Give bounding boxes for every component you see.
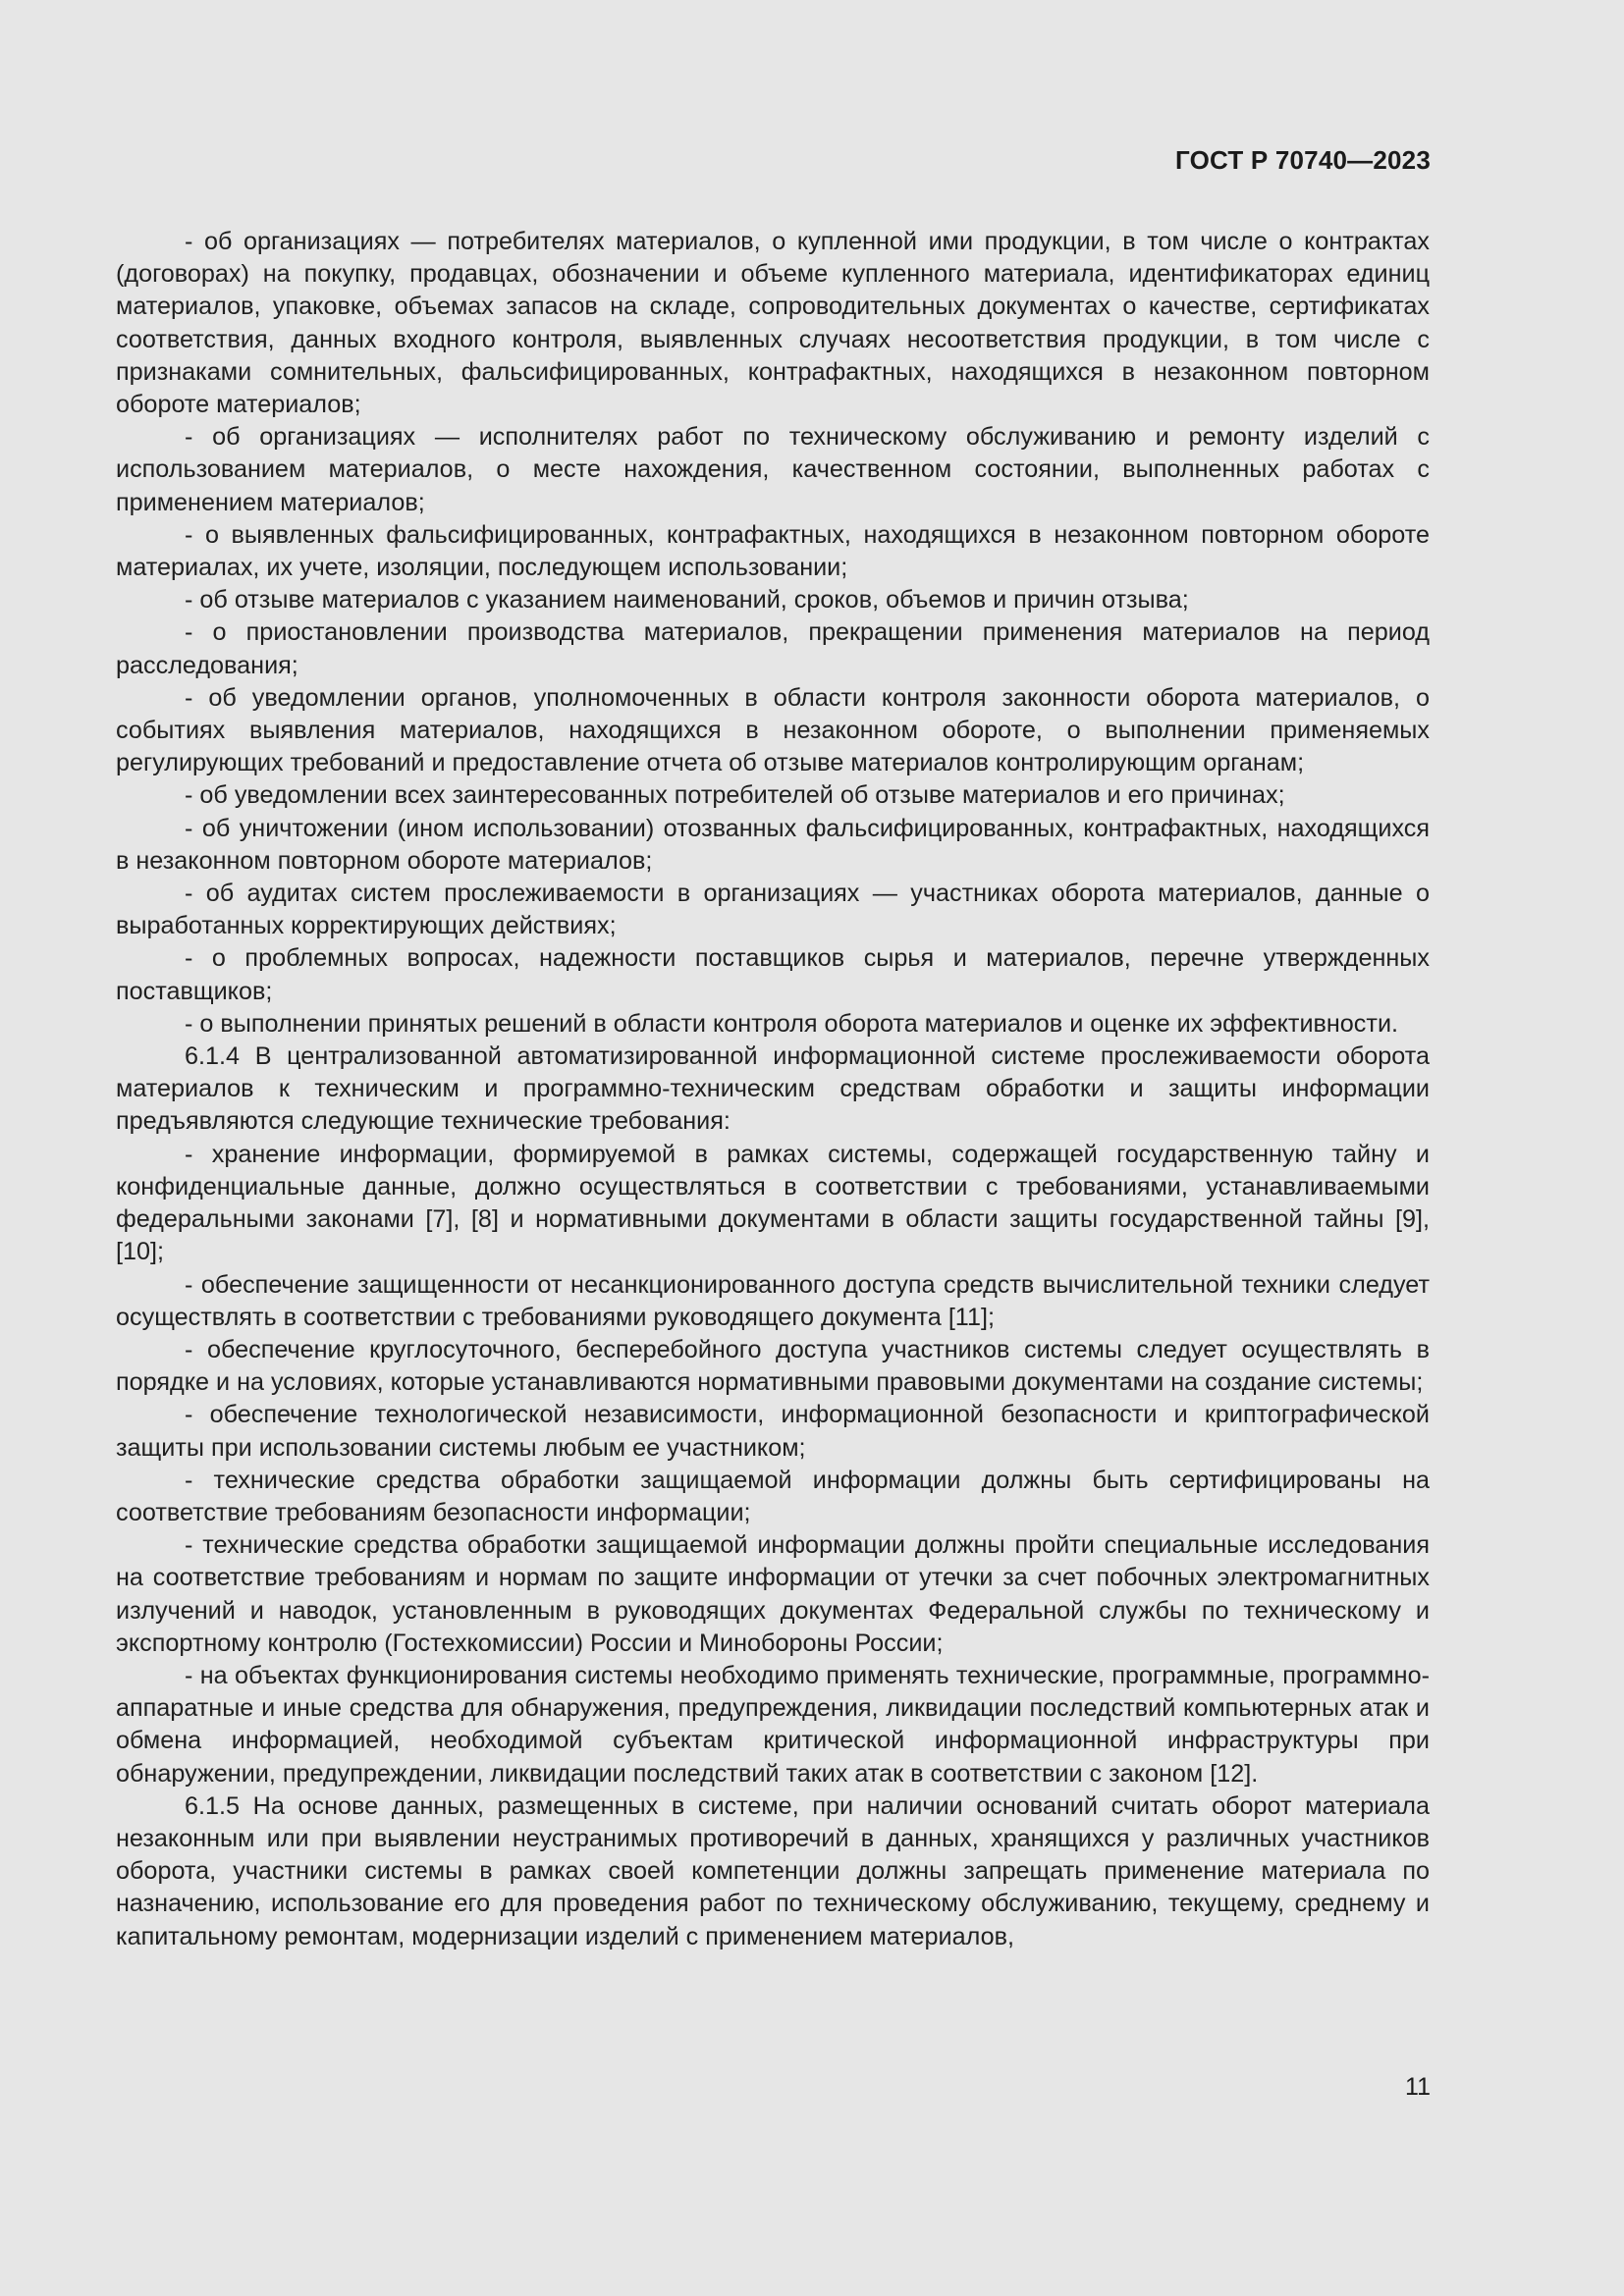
body-text (116, 226, 1430, 1953)
standard-designation: ГОСТ Р 70740—2023 (1175, 145, 1431, 175)
paragraph-certification: - технические средства обработки защищаемой информации должны быть сертифицированы на соответствие требованиям безопасности информации; (116, 1466, 1430, 1526)
paragraph-production-suspension: - о приостановлении производства материалов, прекращении применения материалов на период расследования; (116, 618, 1430, 679)
paragraph-section-6-1-4: 6.1.4 В централизованной автоматизированной информационной системе прослеживаемости оборота материалов к техническим и программно-техническим средствам обработки и защиты информации предъявляются следующие технические требования: (116, 1042, 1430, 1136)
paragraph-decision-execution: - о выполнении принятых решений в области контроля оборота материалов и оценке их эффективности. (185, 1009, 1399, 1038)
paragraph-consumers: - об организациях — потребителях материалов, о купленной ими продукции, в том числе о контрактах (договорах) на покупку, продавцах, обозначении и объеме купленного материала, идентификаторах единиц материалов, упаковке, объемах запасов на складе, сопроводительных документах о качестве, сертификатах соответствия, данных входного контроля, выявленных случаях несоответствия продукции, в том числе с признаками сомнительных, фальсифицированных, контрафактных, находящихся в незаконном повторном обороте материалов; (116, 228, 1430, 419)
paragraph-storage-secret: - хранение информации, формируемой в рамках системы, содержащей государственную тайну и конфиденциальные данные, должно осуществляться в соответствии с требованиями, устанавливаемыми федеральными законами [7], [8] и нормативными документами в области защиты государственной тайны [9], [10]; (116, 1140, 1430, 1266)
paragraph-cyber-attacks: - на объектах функционирования системы необходимо применять технические, программные, программно-аппаратные и иные средства для обнаружения, предупреждения, ликвидации последствий компьютерных атак и обмена информацией, необходимой субъектам критической информационной инфраструктуры при обнаружении, предупреждении, ликвидации последствий таких атак в соответствии с законом [12]. (116, 1661, 1430, 1788)
paragraph-destruction: - об уничтожении (ином использовании) отозванных фальсифицированных, контрафактных, находящихся в незаконном повторном обороте материалов; (116, 814, 1430, 875)
paragraph-unauthorized-access: - обеспечение защищенности от несанкционированного доступа средств вычислительной техники следует осуществлять в соответствии с требованиями руководящего документа [11]; (116, 1270, 1430, 1331)
paragraph-technological-independence: - обеспечение технологической независимости, информационной безопасности и криптографической защиты при использовании системы любым ее участником; (116, 1401, 1430, 1462)
paragraph-special-research: - технические средства обработки защищаемой информации должны пройти специальные исследования на соответствие требованиям и нормам по защите информации от утечки за счет побочных электромагнитных излучений и наводок, установленным в руководящих документах Федеральной службы по техническому и экспортному контролю (Гостехкомиссии) России и Минобороны России; (116, 1531, 1430, 1657)
paragraph-supplier-issues: - о проблемных вопросах, надежности поставщиков сырья и материалов, перечне утвержденных поставщиков; (116, 944, 1430, 1005)
paragraph-round-the-clock-access: - обеспечение круглосуточного, бесперебойного доступа участников системы следует осуществлять в порядке и на условиях, которые устанавливаются нормативными правовыми документами на создание системы; (116, 1335, 1430, 1397)
paragraph-material-recall: - об отзыве материалов с указанием наименований, сроков, объемов и причин отзыва; (185, 586, 1189, 614)
paragraph-authority-notification: - об уведомлении органов, уполномоченных в области контроля законности оборота материалов, о событиях выявления материалов, находящихся в незаконном обороте, о выполнении применяемых регулирующих требований и предоставление отчета об отзыве материалов контролирующим органам; (116, 683, 1430, 777)
paragraph-counterfeit-materials: - о выявленных фальсифицированных, контрафактных, находящихся в незаконном повторном обороте материалах, их учете, изоляции, последующем использовании; (116, 520, 1430, 582)
paragraph-audits: - об аудитах систем прослеживаемости в организациях — участниках оборота материалов, данные о выработанных корректирующих действиях; (116, 880, 1430, 940)
paragraph-consumer-notification: - об уведомлении всех заинтересованных потребителей об отзыве материалов и его причинах; (185, 781, 1285, 810)
page-number: 11 (1405, 2073, 1431, 2101)
paragraph-section-6-1-5: 6.1.5 На основе данных, размещенных в системе, при наличии оснований считать оборот материала незаконным или при выявлении неустранимых противоречий в данных, хранящихся у различных участников оборота, участники системы в рамках своей компетенции должны запрещать применение материала по назначению, использование его для проведения работ по техническому обслуживанию, текущему, среднему и капитальному ремонтам, модернизации изделий с применением материалов, (116, 1791, 1430, 1950)
paragraph-maintenance-contractors: - об организациях — исполнителях работ по техническому обслуживанию и ремонту изделий с использованием материалов, о месте нахождения, качественном состоянии, выполненных работах с применением материалов; (116, 423, 1430, 516)
